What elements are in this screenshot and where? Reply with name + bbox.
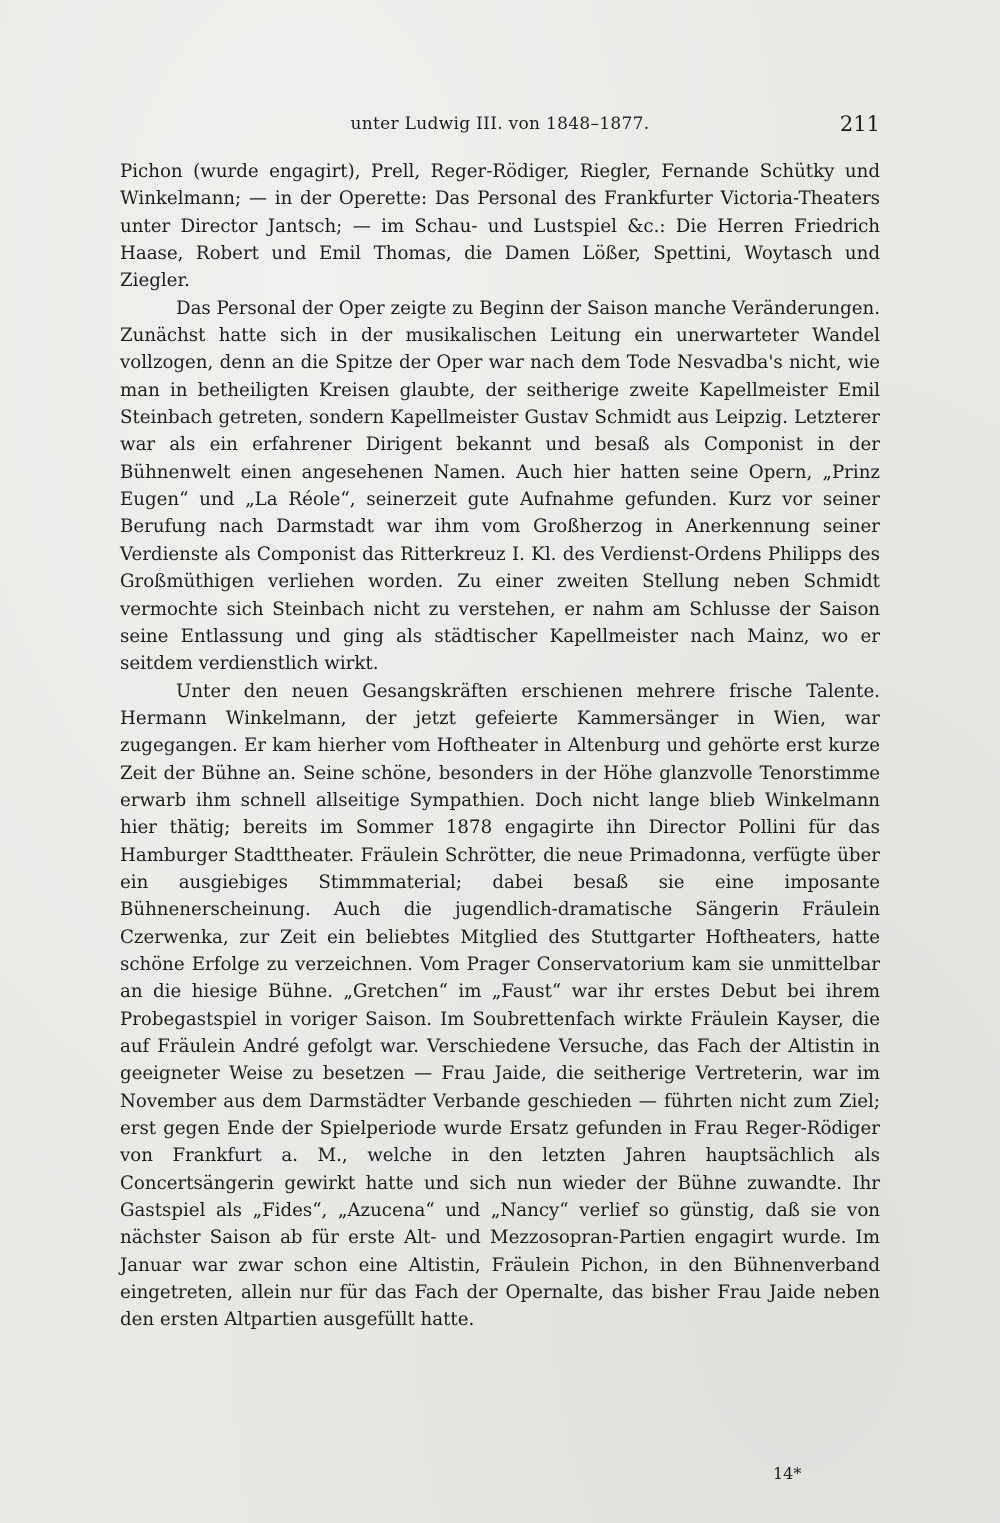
body-text	[120, 158, 880, 1334]
running-head: unter Ludwig III. von 1848–1877.	[350, 114, 650, 134]
page-header	[120, 112, 880, 142]
paragraph-opera-personnel: Das Personal der Oper zeigte zu Beginn der Saison manche Veränderungen. Zunächst hatte sich in der musikalischen Leitung ein unerwarteter Wandel vollzogen, denn an die Spitze der Oper war nach dem Tode Nesvadba's nicht, wie man in betheiligten Kreisen glaubte, der seitherige zweite Kapellmeister Emil Steinbach getreten, sondern Kapellmeister Gustav Schmidt aus Leipzig. Letzterer war als ein erfahrener Dirigent bekannt und besaß als Componist in der Bühnenwelt einen angesehenen Namen. Auch hier hatten seine Opern, „Prinz Eugen“ und „La Réole“, seinerzeit gute Aufnahme gefunden. Kurz vor seiner Berufung nach Darmstadt war ihm vom Großherzog in Anerkennung seiner Verdienste als Componist das Ritterkreuz I. Kl. des Verdienst-Ordens Philipps des Großmüthigen verliehen worden. Zu einer zweiten Stellung neben Schmidt vermochte sich Steinbach nicht zu verstehen, er nahm am Schlusse der Saison seine Entlassung und ging als städtischer Kapellmeister nach Mainz, wo er seitdem verdienstlich wirkt.	[120, 297, 880, 675]
page-number: 211	[839, 112, 880, 136]
paragraph-new-singers: Unter den neuen Gesangskräften erschienen mehrere frische Talente. Hermann Winkelmann, der jetzt gefeierte Kammersänger in Wien, war zugegangen. Er kam hierher vom Hoftheater in Altenburg und gehörte erst kurze Zeit der Bühne an. Seine schöne, besonders in der Höhe glanzvolle Tenorstimme erwarb ihm schnell allseitige Sympathien. Doch nicht lange blieb Winkelmann hier thätig; bereits im Sommer 1878 engagirte ihn Director Pollini für das Hamburger Stadttheater. Fräulein Schrötter, die neue Primadonna, verfügte über ein ausgiebiges Stimmmaterial; dabei besaß sie eine imposante Bühnenerscheinung. Auch die jugendlich-dramatische Sängerin Fräulein Czerwenka, zur Zeit ein beliebtes Mitglied des Stuttgarter Hoftheaters, hatte schöne Erfolge zu verzeichnen. Vom Prager Conservatorium kam sie unmittelbar an die hiesige Bühne. „Gretchen“ im „Faust“ war ihr erstes Debut bei ihrem Probegastspiel in voriger Saison. Im Soubrettenfach wirkte Fräulein Kayser, die auf Fräulein André gefolgt war. Verschiedene Versuche, das Fach der Altistin in geeigneter Weise zu besetzen — Frau Jaide, die seitherige Vertreterin, war im November aus dem Darmstädter Verbande geschieden — führten nicht zum Ziel; erst gegen Ende der Spielperiode wurde Ersatz gefunden in Frau Reger-Rödiger von Frankfurt a. M., welche in den letzten Jahren hauptsächlich als Concertsängerin gewirkt hatte und sich nun wieder der Bühne zuwandte. Ihr Gastspiel als „Fides“, „Azucena“ und „Nancy“ verlief so günstig, daß sie von nächster Saison ab für erste Alt- und Mezzosopran-Partien engagirt wurde. Im Januar war zwar schon eine Altistin, Fräulein Pichon, in den Bühnenverband eingetreten, allein nur für das Fach der Opernalte, das bisher Frau Jaide neben den ersten Altpartien ausgefüllt hatte.	[120, 680, 880, 1331]
paragraph-cast-list: Pichon (wurde engagirt), Prell, Reger-Rödiger, Riegler, Fernande Schütky und Winkelmann; — in der Operette: Das Personal des Frankfurter Victoria-Theaters unter Director Jantsch; — im Schau- und Lustspiel &c.: Die Herren Friedrich Haase, Robert und Emil Thomas, die Damen Lößer, Spettini, Woytasch und Ziegler.	[120, 161, 880, 292]
signature-mark: 14*	[773, 1464, 802, 1483]
